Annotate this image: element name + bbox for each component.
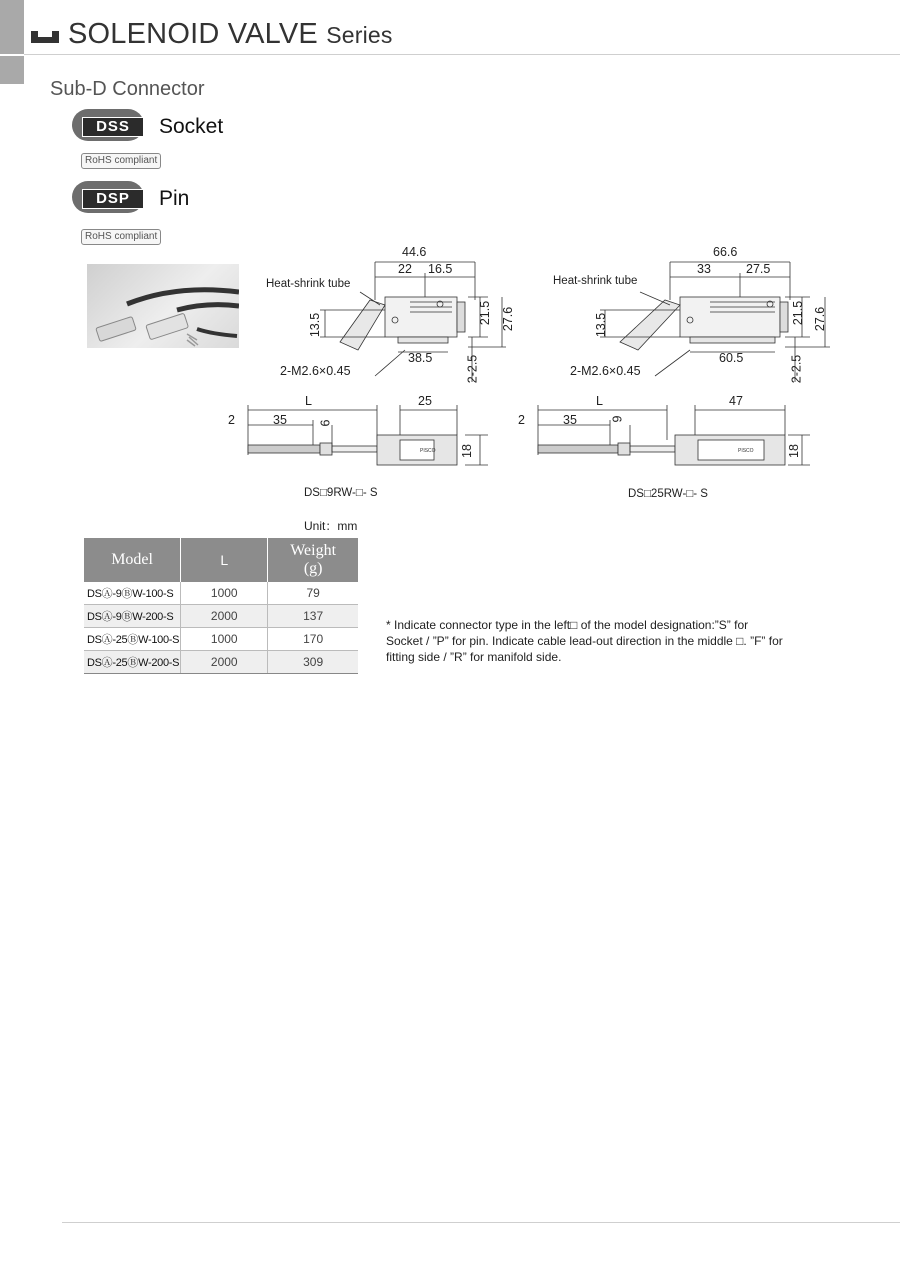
table-row — [84, 628, 358, 651]
side-tab-divider — [0, 54, 24, 56]
dim-w-left: 25 — [418, 394, 432, 408]
dim-h3-left: 27.6 — [501, 306, 516, 332]
cell-weight: 79 — [268, 582, 358, 605]
unit-label: Unit：mm — [304, 519, 358, 533]
dss-badge-code: DSS — [82, 117, 144, 137]
cell-model: DSⒶ-9ⒷW-200-S — [84, 605, 181, 628]
dim-L-left: L — [305, 394, 312, 408]
dim-screw-h-right: 2-2.5 — [789, 354, 804, 384]
dim-w-right: 47 — [729, 394, 743, 408]
header-model: Model — [84, 538, 181, 582]
dim-screw-h-left: 2-2.5 — [465, 354, 480, 384]
dim-2-right: 2 — [518, 413, 525, 427]
cell-L: 1000 — [181, 582, 268, 605]
dim-35-left: 35 — [273, 413, 287, 427]
header-L: L — [181, 538, 268, 582]
dim-18-right: 18 — [786, 444, 801, 458]
title-rule — [24, 54, 900, 55]
cell-L: 2000 — [181, 605, 268, 628]
dim-total-right: 66.6 — [713, 245, 738, 259]
connector-logo-right: PISCO — [738, 448, 754, 454]
model-note: * Indicate connector type in the left□ of the model designation:”S” for Socket / ”P” for pin. Indicate cable lead-out direction in the middle □. ”F” for fitting side / ”R” for manifold side. — [386, 618, 783, 664]
connector-photo-illustration — [87, 264, 239, 348]
table-header-row — [84, 538, 358, 582]
dsp-badge — [72, 181, 144, 213]
footer-rule — [62, 1222, 900, 1223]
page-title-series: Series — [326, 22, 393, 48]
rohs-badge-socket: RoHS compliant — [81, 153, 161, 169]
rohs-badge-pin: RoHS compliant — [81, 229, 161, 245]
caption-left: DS□9RW-□- S — [304, 487, 378, 499]
connector-logo-left: PISCO — [420, 448, 436, 454]
dim-a-right: 33 — [697, 262, 711, 276]
dim-h2-right: 21.5 — [791, 300, 806, 326]
dim-9-right: 9 — [610, 415, 625, 423]
section-title: Sub-D Connector — [50, 78, 205, 100]
product-photo — [87, 264, 239, 348]
dim-h3-right: 27.6 — [813, 306, 828, 332]
heat-shrink-label-right: Heat-shrink tube — [553, 275, 638, 287]
page-title — [68, 18, 393, 51]
cell-model: DSⒶ-9ⒷW-100-S — [84, 582, 181, 605]
cell-model: DSⒶ-25ⒷW-100-S — [84, 628, 181, 651]
dim-h2-left: 21.5 — [478, 300, 493, 326]
dsp-badge-code: DSP — [82, 189, 144, 209]
header-weight-unit: (g) — [303, 560, 323, 577]
cell-weight: 309 — [268, 651, 358, 674]
side-tab — [0, 0, 24, 84]
spec-table — [84, 538, 358, 674]
dim-35-right: 35 — [563, 413, 577, 427]
cell-weight: 170 — [268, 628, 358, 651]
screw-spec-right: 2-M2.6×0.45 — [570, 364, 641, 378]
table-row — [84, 651, 358, 674]
cell-model: DSⒶ-25ⒷW-200-S — [84, 651, 181, 674]
dim-b-right: 27.5 — [746, 262, 771, 276]
valve-logo-icon — [31, 28, 61, 44]
heat-shrink-label-left: Heat-shrink tube — [266, 278, 351, 290]
screw-spec-left: 2-M2.6×0.45 — [280, 364, 351, 378]
cell-weight: 137 — [268, 605, 358, 628]
dim-L-right: L — [596, 394, 603, 408]
caption-right: DS□25RW-□- S — [628, 488, 708, 500]
dim-base-right: 60.5 — [719, 351, 744, 365]
dim-h1-right: 13.5 — [594, 312, 609, 338]
page-title-main: SOLENOID VALVE — [68, 18, 318, 50]
dim-18-left: 18 — [459, 444, 474, 458]
table-row — [84, 582, 358, 605]
dim-base-left: 38.5 — [408, 351, 433, 365]
header-weight-label: Weight — [290, 542, 337, 559]
pin-label: Pin — [159, 187, 190, 210]
dss-badge — [72, 109, 144, 141]
dim-b-left: 16.5 — [428, 262, 453, 276]
dim-6-left: 6 — [318, 419, 333, 427]
cell-L: 1000 — [181, 628, 268, 651]
dim-h1-left: 13.5 — [308, 312, 323, 338]
socket-label: Socket — [159, 115, 224, 138]
dim-total-left: 44.6 — [402, 245, 427, 259]
dim-2-left: 2 — [228, 413, 235, 427]
dim-a-left: 22 — [398, 262, 412, 276]
header-weight — [268, 538, 358, 582]
table-row — [84, 605, 358, 628]
cell-L: 2000 — [181, 651, 268, 674]
